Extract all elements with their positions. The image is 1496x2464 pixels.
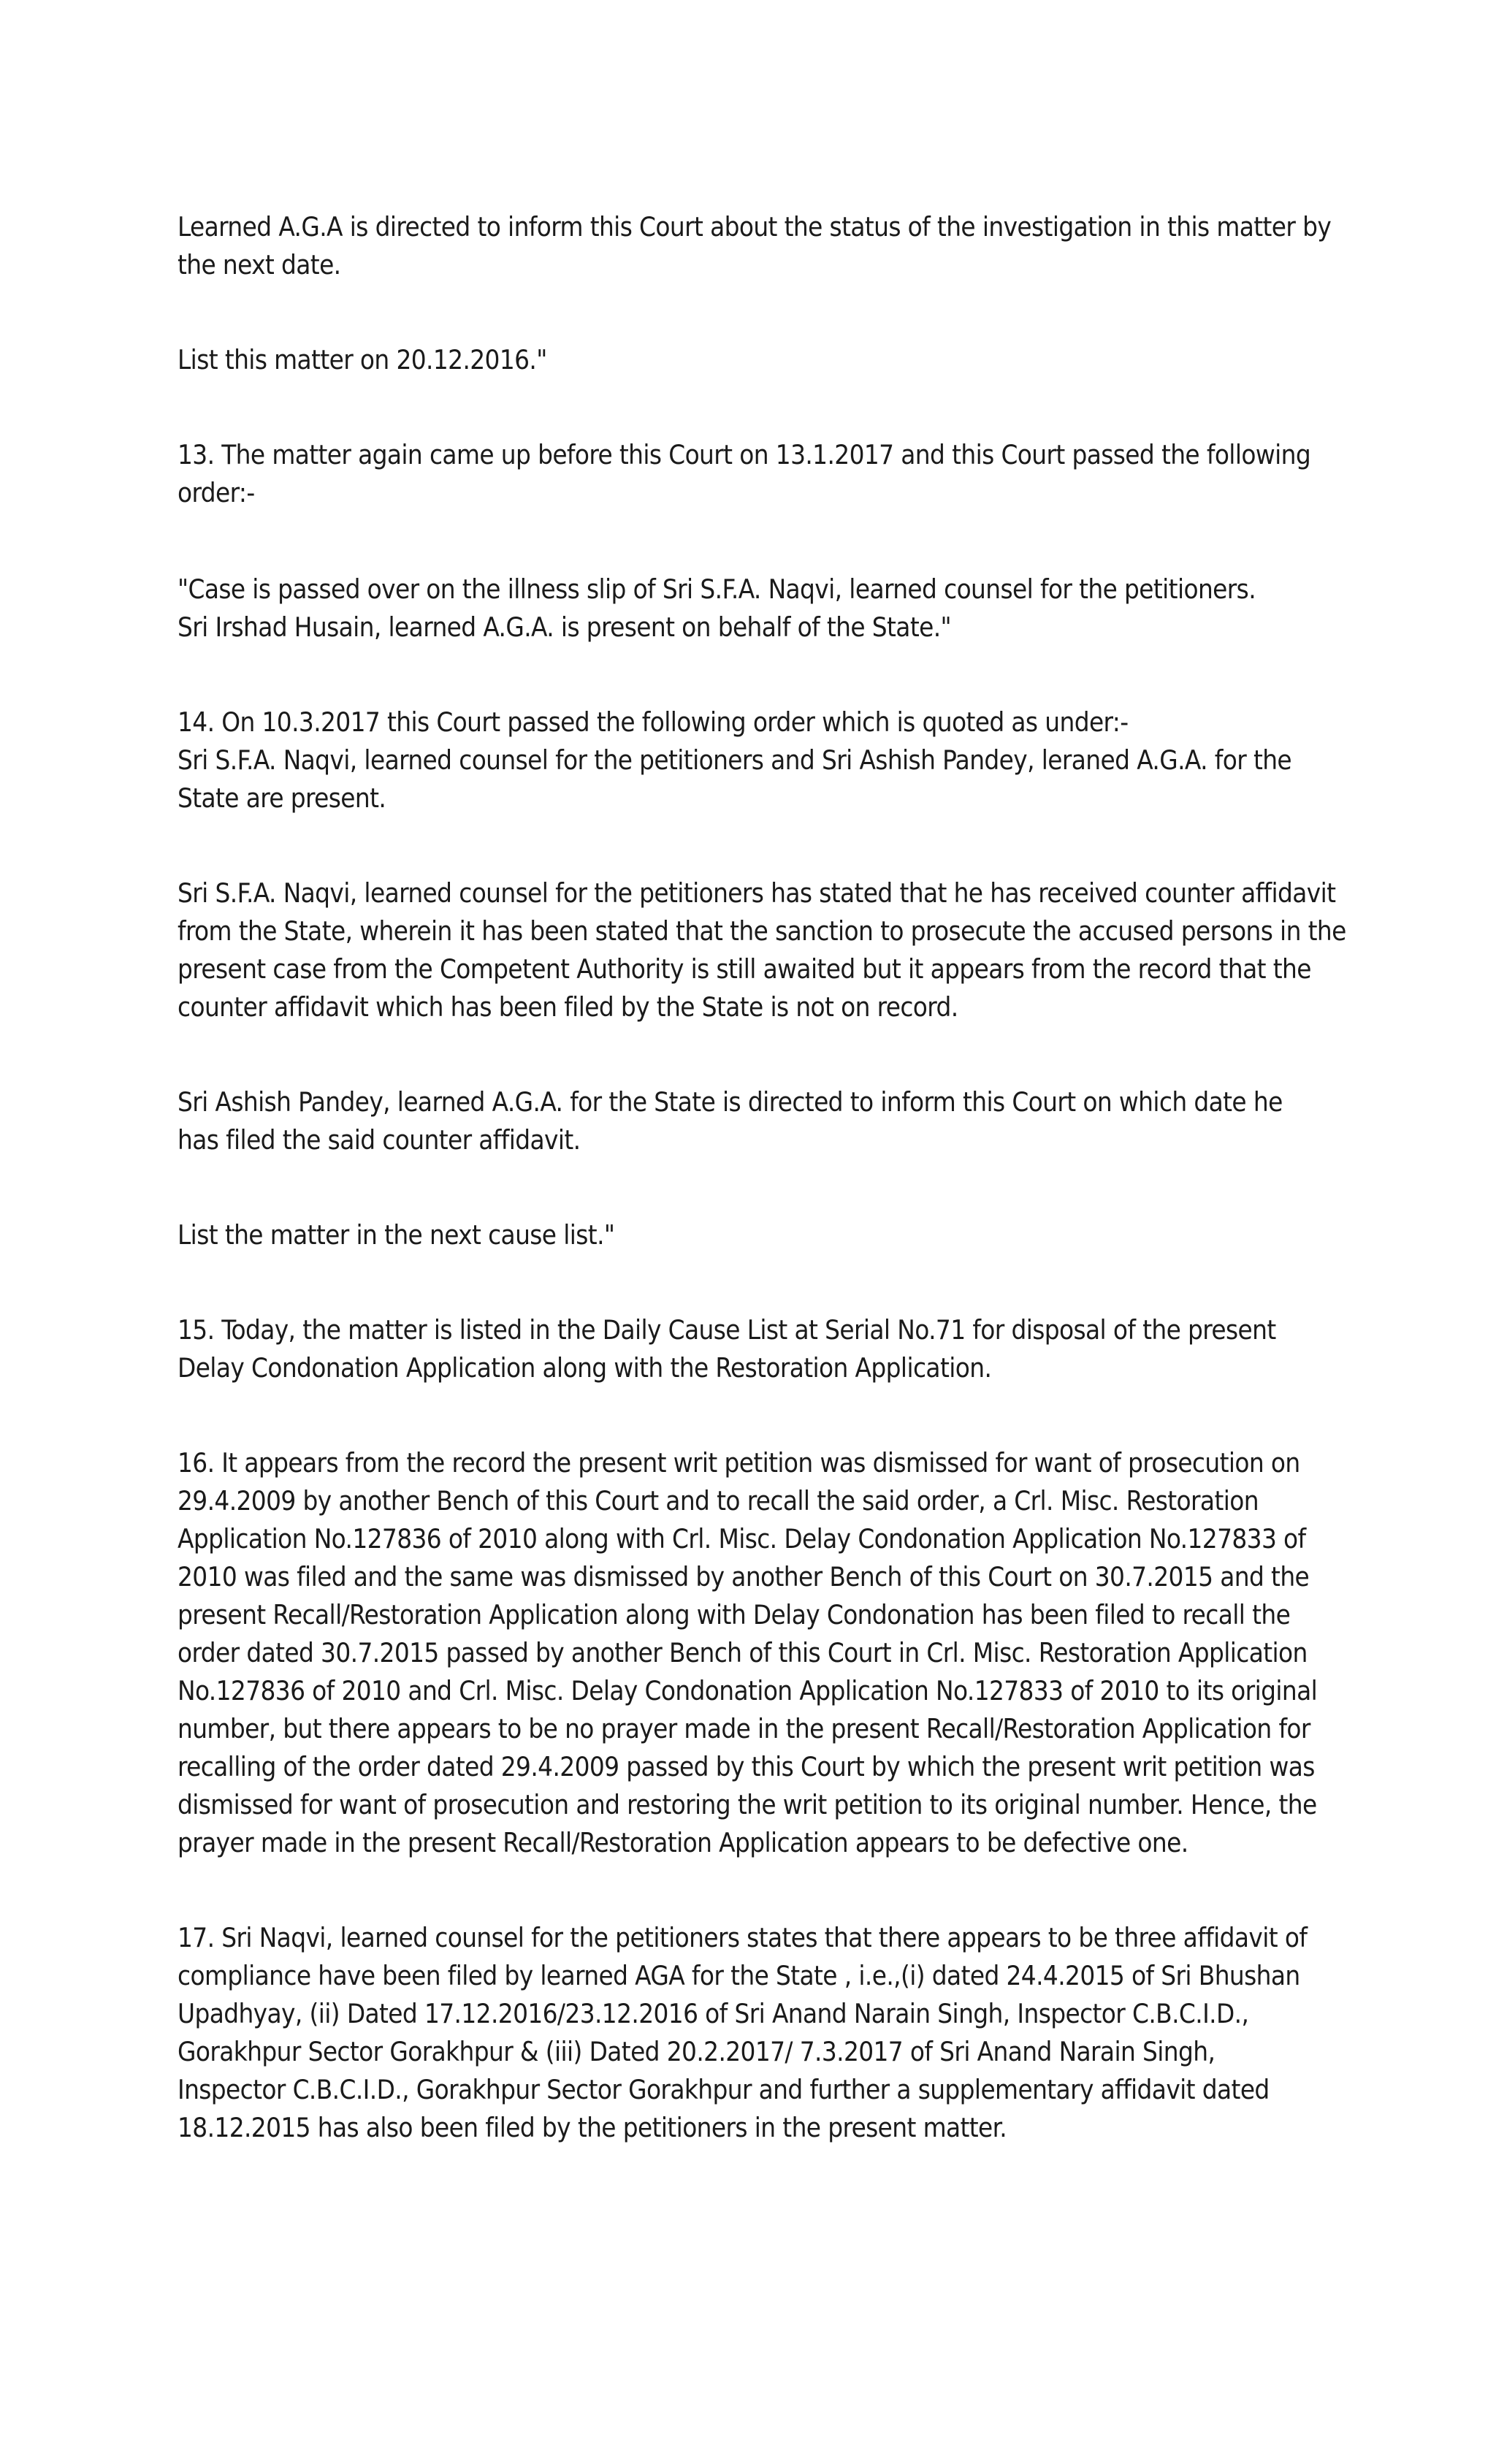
text-line: present Recall/Restoration Application along with Delay Condonation has been filed to recall the <box>178 1599 1291 1630</box>
paragraph-16 <box>178 1444 1346 1862</box>
text-line: order:- <box>178 477 255 508</box>
document-body <box>178 208 1346 2147</box>
text-line: prayer made in the present Recall/Restoration Application appears to be defective one. <box>178 1827 1188 1858</box>
paragraph-14 <box>178 703 1346 817</box>
paragraph-13 <box>178 436 1346 512</box>
text-line: State are present. <box>178 782 386 814</box>
text-line: Inspector C.B.C.I.D., Gorakhpur Sector Gorakhpur and further a supplementary affidavit dated <box>178 2074 1270 2105</box>
text-line: 14. On 10.3.2017 this Court passed the following order which is quoted as under:- <box>178 706 1129 738</box>
text-line: dismissed for want of prosecution and restoring the writ petition to its original number. Hence, the <box>178 1789 1317 1820</box>
text-line: Gorakhpur Sector Gorakhpur & (iii) Dated 20.2.2017/ 7.3.2017 of Sri Anand Narain Singh, <box>178 2036 1216 2067</box>
text-line: order dated 30.7.2015 passed by another Bench of this Court in Crl. Misc. Restoration Application <box>178 1637 1308 1668</box>
paragraph-pandey-directed <box>178 1083 1346 1159</box>
text-line: 17. Sri Naqvi, learned counsel for the petitioners states that there appears to be three affidavit of <box>178 1922 1308 1953</box>
text-line: recalling of the order dated 29.4.2009 passed by this Court by which the present writ petition was <box>178 1751 1315 1782</box>
paragraph-list-matter <box>178 341 1346 379</box>
text-line: Sri Ashish Pandey, learned A.G.A. for the State is directed to inform this Court on which date he <box>178 1086 1283 1118</box>
text-line: Application No.127836 of 2010 along with Crl. Misc. Delay Condonation Application No.127833 of <box>178 1523 1306 1555</box>
text-line: compliance have been filed by learned AGA for the State , i.e.,(i) dated 24.4.2015 of Sri Bhushan <box>178 1960 1300 1991</box>
text-line: 18.12.2015 has also been filed by the petitioners in the present matter. <box>178 2112 1007 2143</box>
text-line: List the matter in the next cause list." <box>178 1219 615 1251</box>
paragraph-15 <box>178 1311 1346 1387</box>
text-line: the next date. <box>178 249 341 281</box>
paragraph-next-cause-list <box>178 1216 1346 1254</box>
text-line: Upadhyay, (ii) Dated 17.12.2016/23.12.2016 of Sri Anand Narain Singh, Inspector C.B.C.I.D., <box>178 1998 1249 2029</box>
text-line: has filed the said counter affidavit. <box>178 1124 581 1156</box>
text-line: "Case is passed over on the illness slip of Sri S.F.A. Naqvi, learned counsel for the petitioners. <box>178 573 1256 605</box>
text-line: counter affidavit which has been filed by the State is not on record. <box>178 991 958 1023</box>
text-line: 15. Today, the matter is listed in the Daily Cause List at Serial No.71 for disposal of the present <box>178 1314 1276 1346</box>
text-line: No.127836 of 2010 and Crl. Misc. Delay Condonation Application No.127833 of 2010 to its original <box>178 1675 1318 1706</box>
paragraph-order-quote <box>178 571 1346 646</box>
text-line: from the State, wherein it has been stated that the sanction to prosecute the accused persons in the <box>178 915 1346 947</box>
text-line: 16. It appears from the record the present writ petition was dismissed for want of prosecution on <box>178 1447 1300 1479</box>
text-line: 29.4.2009 by another Bench of this Court and to recall the said order, a Crl. Misc. Restoration <box>178 1485 1259 1517</box>
text-line: Sri S.F.A. Naqvi, learned counsel for the petitioners has stated that he has received counter affidavit <box>178 877 1336 909</box>
text-line: List this matter on 20.12.2016." <box>178 344 547 375</box>
text-line: Delay Condonation Application along with the Restoration Application. <box>178 1352 992 1384</box>
paragraph-naqvi-stated <box>178 874 1346 1026</box>
text-line: Sri Irshad Husain, learned A.G.A. is present on behalf of the State." <box>178 611 952 643</box>
text-line: 2010 was filed and the same was dismissed by another Bench of this Court on 30.7.2015 and the <box>178 1561 1310 1593</box>
text-line: Sri S.F.A. Naqvi, learned counsel for the petitioners and Sri Ashish Pandey, leraned A.G.A. for the <box>178 744 1292 776</box>
text-line: Learned A.G.A is directed to inform this Court about the status of the investigation in this matter by <box>178 211 1332 243</box>
text-line: number, but there appears to be no prayer made in the present Recall/Restoration Application for <box>178 1713 1310 1744</box>
text-line: 13. The matter again came up before this Court on 13.1.2017 and this Court passed the following <box>178 439 1311 470</box>
text-line: present case from the Competent Authority is still awaited but it appears from the record that the <box>178 953 1311 985</box>
paragraph-aga-directed <box>178 208 1346 284</box>
paragraph-17 <box>178 1919 1346 2147</box>
